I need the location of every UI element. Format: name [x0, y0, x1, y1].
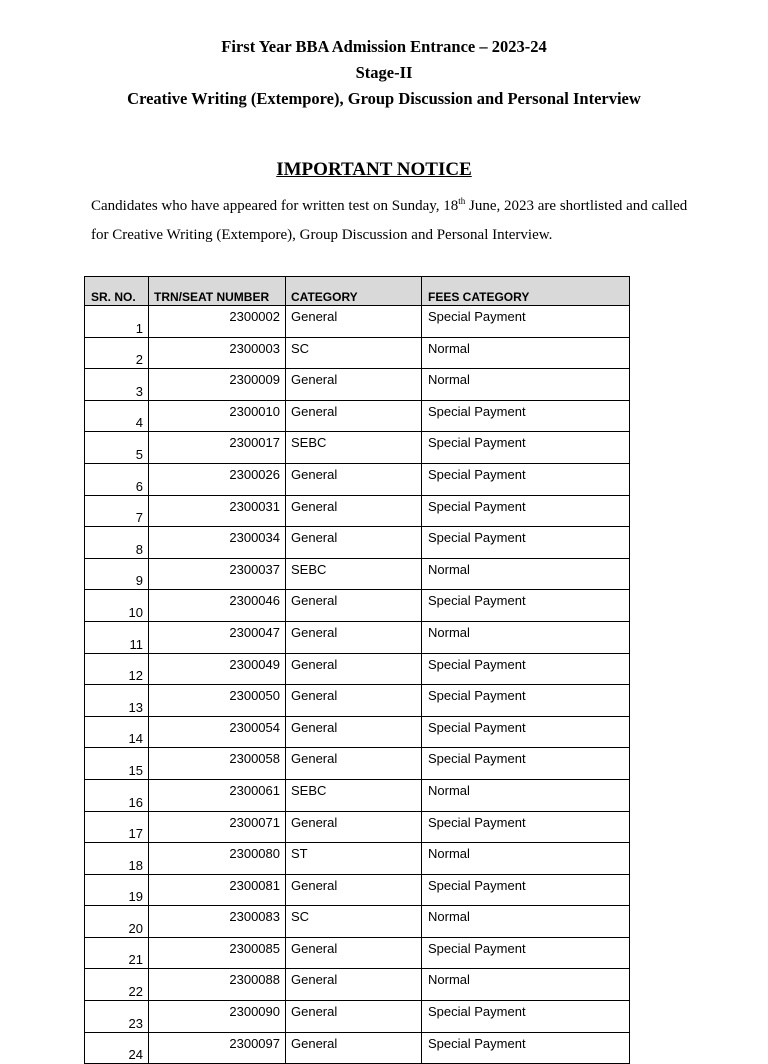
table-row	[85, 969, 630, 1001]
trn-seat-number-cell: 2300049	[149, 653, 286, 685]
sr-no-cell: 14	[85, 716, 149, 748]
trn-seat-number-cell: 2300017	[149, 432, 286, 464]
round-description: Creative Writing (Extempore), Group Discussion and Personal Interview	[127, 89, 641, 108]
category-cell: General	[286, 811, 422, 843]
sr-no-cell: 10	[85, 590, 149, 622]
fees-category-cell: Special Payment	[422, 811, 630, 843]
table-row	[85, 779, 630, 811]
fees-category-cell: Special Payment	[422, 874, 630, 906]
table-body	[85, 306, 630, 1064]
notice-text-part1: Candidates who have appeared for written test on Sunday, 18	[91, 198, 459, 214]
category-cell: General	[286, 400, 422, 432]
fees-category-cell: Normal	[422, 621, 630, 653]
fees-category-cell: Normal	[422, 337, 630, 369]
trn-seat-number-cell: 2300010	[149, 400, 286, 432]
fees-category-cell: Normal	[422, 369, 630, 401]
table-row	[85, 906, 630, 938]
fees-category-cell: Special Payment	[422, 748, 630, 780]
category-cell: General	[286, 874, 422, 906]
table-row	[85, 685, 630, 717]
sr-no-cell: 17	[85, 811, 149, 843]
fees-category-cell: Special Payment	[422, 937, 630, 969]
table-row	[85, 716, 630, 748]
sr-no-cell: 22	[85, 969, 149, 1001]
sr-no-cell: 21	[85, 937, 149, 969]
category-cell: General	[286, 716, 422, 748]
table-row	[85, 337, 630, 369]
stage-heading: Stage-II	[355, 63, 413, 82]
fees-category-cell: Special Payment	[422, 1001, 630, 1033]
fees-category-cell: Special Payment	[422, 653, 630, 685]
category-cell: General	[286, 463, 422, 495]
trn-seat-number-cell: 2300071	[149, 811, 286, 843]
trn-seat-number-cell: 2300090	[149, 1001, 286, 1033]
header-category: CATEGORY	[286, 277, 422, 306]
sr-no-cell: 6	[85, 463, 149, 495]
sr-no-cell: 9	[85, 558, 149, 590]
table-row	[85, 432, 630, 464]
sr-no-cell: 5	[85, 432, 149, 464]
notice-text-part2: June, 2023 are shortlisted and called for Creative Writing (Extempore), Group Discussion and Personal Interview.	[91, 198, 688, 243]
category-cell: General	[286, 969, 422, 1001]
sr-no-cell: 7	[85, 495, 149, 527]
header-sr-no: SR. NO.	[85, 277, 149, 306]
category-cell: General	[286, 1032, 422, 1064]
fees-category-cell: Special Payment	[422, 432, 630, 464]
sr-no-cell: 11	[85, 621, 149, 653]
table-row	[85, 1001, 630, 1033]
category-cell: General	[286, 369, 422, 401]
fees-category-cell: Special Payment	[422, 1032, 630, 1064]
trn-seat-number-cell: 2300080	[149, 843, 286, 875]
notice-title: IMPORTANT NOTICE	[276, 159, 472, 180]
fees-category-cell: Normal	[422, 969, 630, 1001]
sr-no-cell: 3	[85, 369, 149, 401]
sr-no-cell: 2	[85, 337, 149, 369]
category-cell: General	[286, 590, 422, 622]
fees-category-cell: Special Payment	[422, 590, 630, 622]
category-cell: SEBC	[286, 779, 422, 811]
table-row	[85, 590, 630, 622]
sr-no-cell: 15	[85, 748, 149, 780]
category-cell: General	[286, 306, 422, 338]
header-row	[85, 277, 630, 306]
sr-no-cell: 24	[85, 1032, 149, 1064]
fees-category-cell: Normal	[422, 558, 630, 590]
trn-seat-number-cell: 2300046	[149, 590, 286, 622]
category-cell: General	[286, 685, 422, 717]
category-cell: General	[286, 937, 422, 969]
table-row	[85, 306, 630, 338]
table-row	[85, 843, 630, 875]
header-fees-category: FEES CATEGORY	[422, 277, 630, 306]
trn-seat-number-cell: 2300058	[149, 748, 286, 780]
fees-category-cell: Special Payment	[422, 495, 630, 527]
fees-category-cell: Special Payment	[422, 527, 630, 559]
category-cell: General	[286, 1001, 422, 1033]
category-cell: General	[286, 621, 422, 653]
trn-seat-number-cell: 2300061	[149, 779, 286, 811]
table-row	[85, 400, 630, 432]
trn-seat-number-cell: 2300002	[149, 306, 286, 338]
document-title: First Year BBA Admission Entrance – 2023-24	[221, 37, 547, 56]
category-cell: General	[286, 653, 422, 685]
sr-no-cell: 1	[85, 306, 149, 338]
sr-no-cell: 19	[85, 874, 149, 906]
sr-no-cell: 18	[85, 843, 149, 875]
fees-category-cell: Special Payment	[422, 400, 630, 432]
category-cell: SC	[286, 906, 422, 938]
trn-seat-number-cell: 2300054	[149, 716, 286, 748]
fees-category-cell: Special Payment	[422, 463, 630, 495]
category-cell: ST	[286, 843, 422, 875]
fees-category-cell: Special Payment	[422, 716, 630, 748]
shortlist-table	[84, 276, 630, 1064]
table-row	[85, 369, 630, 401]
trn-seat-number-cell: 2300050	[149, 685, 286, 717]
table-header	[85, 277, 630, 306]
fees-category-cell: Normal	[422, 779, 630, 811]
sr-no-cell: 23	[85, 1001, 149, 1033]
trn-seat-number-cell: 2300085	[149, 937, 286, 969]
sr-no-cell: 20	[85, 906, 149, 938]
category-cell: SC	[286, 337, 422, 369]
category-cell: General	[286, 527, 422, 559]
table-row	[85, 811, 630, 843]
trn-seat-number-cell: 2300047	[149, 621, 286, 653]
table-row	[85, 495, 630, 527]
sr-no-cell: 13	[85, 685, 149, 717]
table-row	[85, 621, 630, 653]
table-row	[85, 937, 630, 969]
table-row	[85, 1032, 630, 1064]
table-row	[85, 527, 630, 559]
category-cell: SEBC	[286, 432, 422, 464]
notice-text-superscript: th	[458, 196, 466, 206]
fees-category-cell: Special Payment	[422, 685, 630, 717]
trn-seat-number-cell: 2300081	[149, 874, 286, 906]
sr-no-cell: 12	[85, 653, 149, 685]
sr-no-cell: 8	[85, 527, 149, 559]
header-trn-seat-number: TRN/SEAT NUMBER	[149, 277, 286, 306]
table-row	[85, 874, 630, 906]
trn-seat-number-cell: 2300031	[149, 495, 286, 527]
fees-category-cell: Special Payment	[422, 306, 630, 338]
notice-paragraph	[91, 192, 691, 250]
category-cell: General	[286, 495, 422, 527]
table-row	[85, 748, 630, 780]
trn-seat-number-cell: 2300088	[149, 969, 286, 1001]
sr-no-cell: 4	[85, 400, 149, 432]
trn-seat-number-cell: 2300009	[149, 369, 286, 401]
category-cell: General	[286, 748, 422, 780]
table-row	[85, 653, 630, 685]
trn-seat-number-cell: 2300083	[149, 906, 286, 938]
trn-seat-number-cell: 2300034	[149, 527, 286, 559]
trn-seat-number-cell: 2300037	[149, 558, 286, 590]
trn-seat-number-cell: 2300097	[149, 1032, 286, 1064]
sr-no-cell: 16	[85, 779, 149, 811]
table-row	[85, 558, 630, 590]
table-row	[85, 463, 630, 495]
fees-category-cell: Normal	[422, 843, 630, 875]
trn-seat-number-cell: 2300003	[149, 337, 286, 369]
trn-seat-number-cell: 2300026	[149, 463, 286, 495]
category-cell: SEBC	[286, 558, 422, 590]
fees-category-cell: Normal	[422, 906, 630, 938]
